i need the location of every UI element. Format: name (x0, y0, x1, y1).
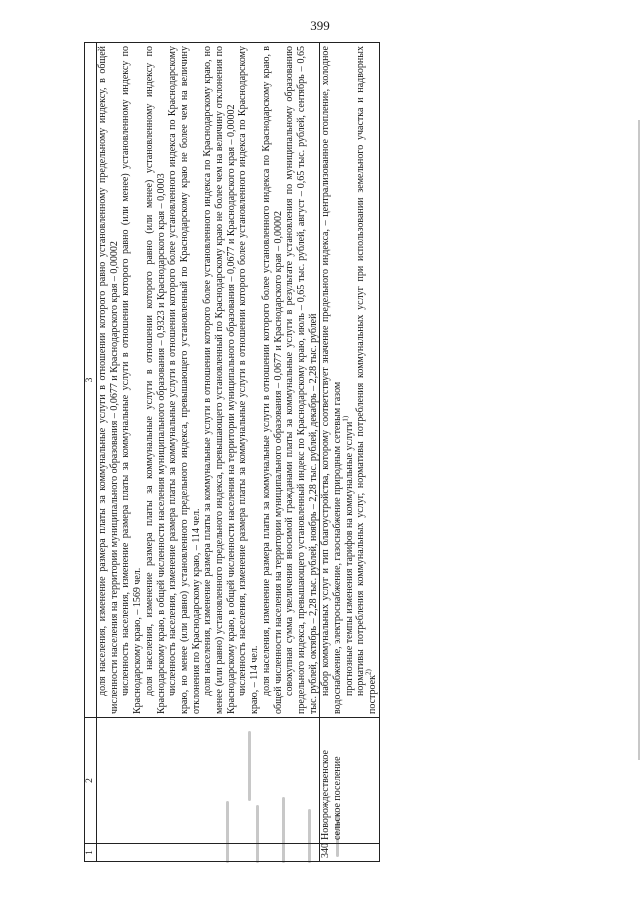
detail-paragraph: нормативы потребления коммунальных услуг, нормативы потребления коммунальных услуг при использовании земельного участка и надворных построек$^{2)}$ (355, 46, 379, 714)
rotated-table-page (84, 42, 606, 862)
row-name-cell (97, 718, 320, 844)
header-col-1: 1 (85, 844, 97, 862)
header-row (85, 43, 97, 862)
header-col-2: 2 (85, 718, 97, 844)
detail-paragraph: численность населения, изменение размера платы за коммунальные услуги в отношении которого более установленного индекса по Краснодарскому краю, – 114 чел. (237, 46, 261, 714)
detail-paragraph: совокупная сумма увеличения вносимой гражданами платы за коммунальные услуги в результате установления по муниципальному образованию предельного индекса, превышающего установленный индекс по Краснодарскому краю, июль – 0,65 тыс. рублей, август – 0,65 тыс. рублей, сентябрь – 0,65 тыс. рублей, октябрь – 2,28 тыс. рублей, ноябрь – 2,28 тыс. рублей, декабрь – 2,28 тыс. рублей (284, 46, 319, 714)
page-number: 399 (310, 18, 330, 33)
table-row (320, 43, 380, 862)
detail-paragraph: численность населения, изменение размера платы за коммунальные услуги в отношении которого равно (или менее) установленному индексу по Краснодарскому краю, – 1569 чел. (120, 46, 144, 714)
footnote-marker: 1) (341, 415, 350, 422)
detail-paragraph: прогнозные темпы изменения тарифов на коммунальные услуги$^{1)}$ (341, 415, 355, 696)
row-number-cell: 340 (320, 844, 380, 862)
detail-paragraph: доля населения, изменение размера платы за коммунальные услуги в отношении которого равно (или менее) установленному индексу по Краснодарскому краю, в общей численности населения муниципального образования – 0,9323 и Краснодарского края – 0,0003 (143, 46, 167, 714)
settlement-name: Новорождественское сельское поселение (320, 750, 344, 840)
row-name-cell (320, 718, 380, 844)
row-details-cell (320, 43, 380, 718)
detail-paragraph: численность населения, изменение размера платы за коммунальные услуги в отношении которого более установленного индекса по Краснодарскому краю, но менее (или равно) установленного предельного индекса, превышающего установленный по Краснодарскому краю не более чем на величину отклонения по Краснодарскому краю, – 114 чел. (167, 46, 202, 714)
row-number-cell (97, 844, 320, 862)
table-row (97, 43, 320, 862)
row-details-cell (97, 43, 320, 718)
detail-paragraph: доля населения, изменение размера платы за коммунальные услуги в отношении которого равно установленному предельному индексу, в общей численности населения на территории муниципального образования – 0,0677 и Краснодарского края – 0,00002 (97, 46, 120, 714)
detail-paragraph: набор коммунальных услуг и тип благоустройства, которому соответствует значение предельного индекса, – централизованное отопление, холодное водоснабжение, электроснабжение, газоснабжение природным сетевым газом (320, 46, 344, 714)
index-table (84, 42, 380, 862)
detail-paragraph: доля населения, изменение размера платы за коммунальные услуги в отношении которого более установленного индекса по Краснодарскому краю, в общей численности населения на территории муниципального образования – 0,0677 и Краснодарского края – 0,00002 (260, 46, 284, 714)
detail-paragraph: доля населения, изменение размера платы за коммунальные услуги в отношении которого более установленного индекса по Краснодарскому краю, но менее (или равно) установленного предельного индекса, превышающего установленный по Краснодарскому краю не более чем на величину отклонения по Краснодарскому краю, в общей численности населения на территории муниципального образования – 0,0677 и Краснодарского края – 0,00002 (202, 46, 237, 714)
footnote-marker: 2) (364, 669, 373, 676)
header-col-3: 3 (85, 43, 97, 718)
